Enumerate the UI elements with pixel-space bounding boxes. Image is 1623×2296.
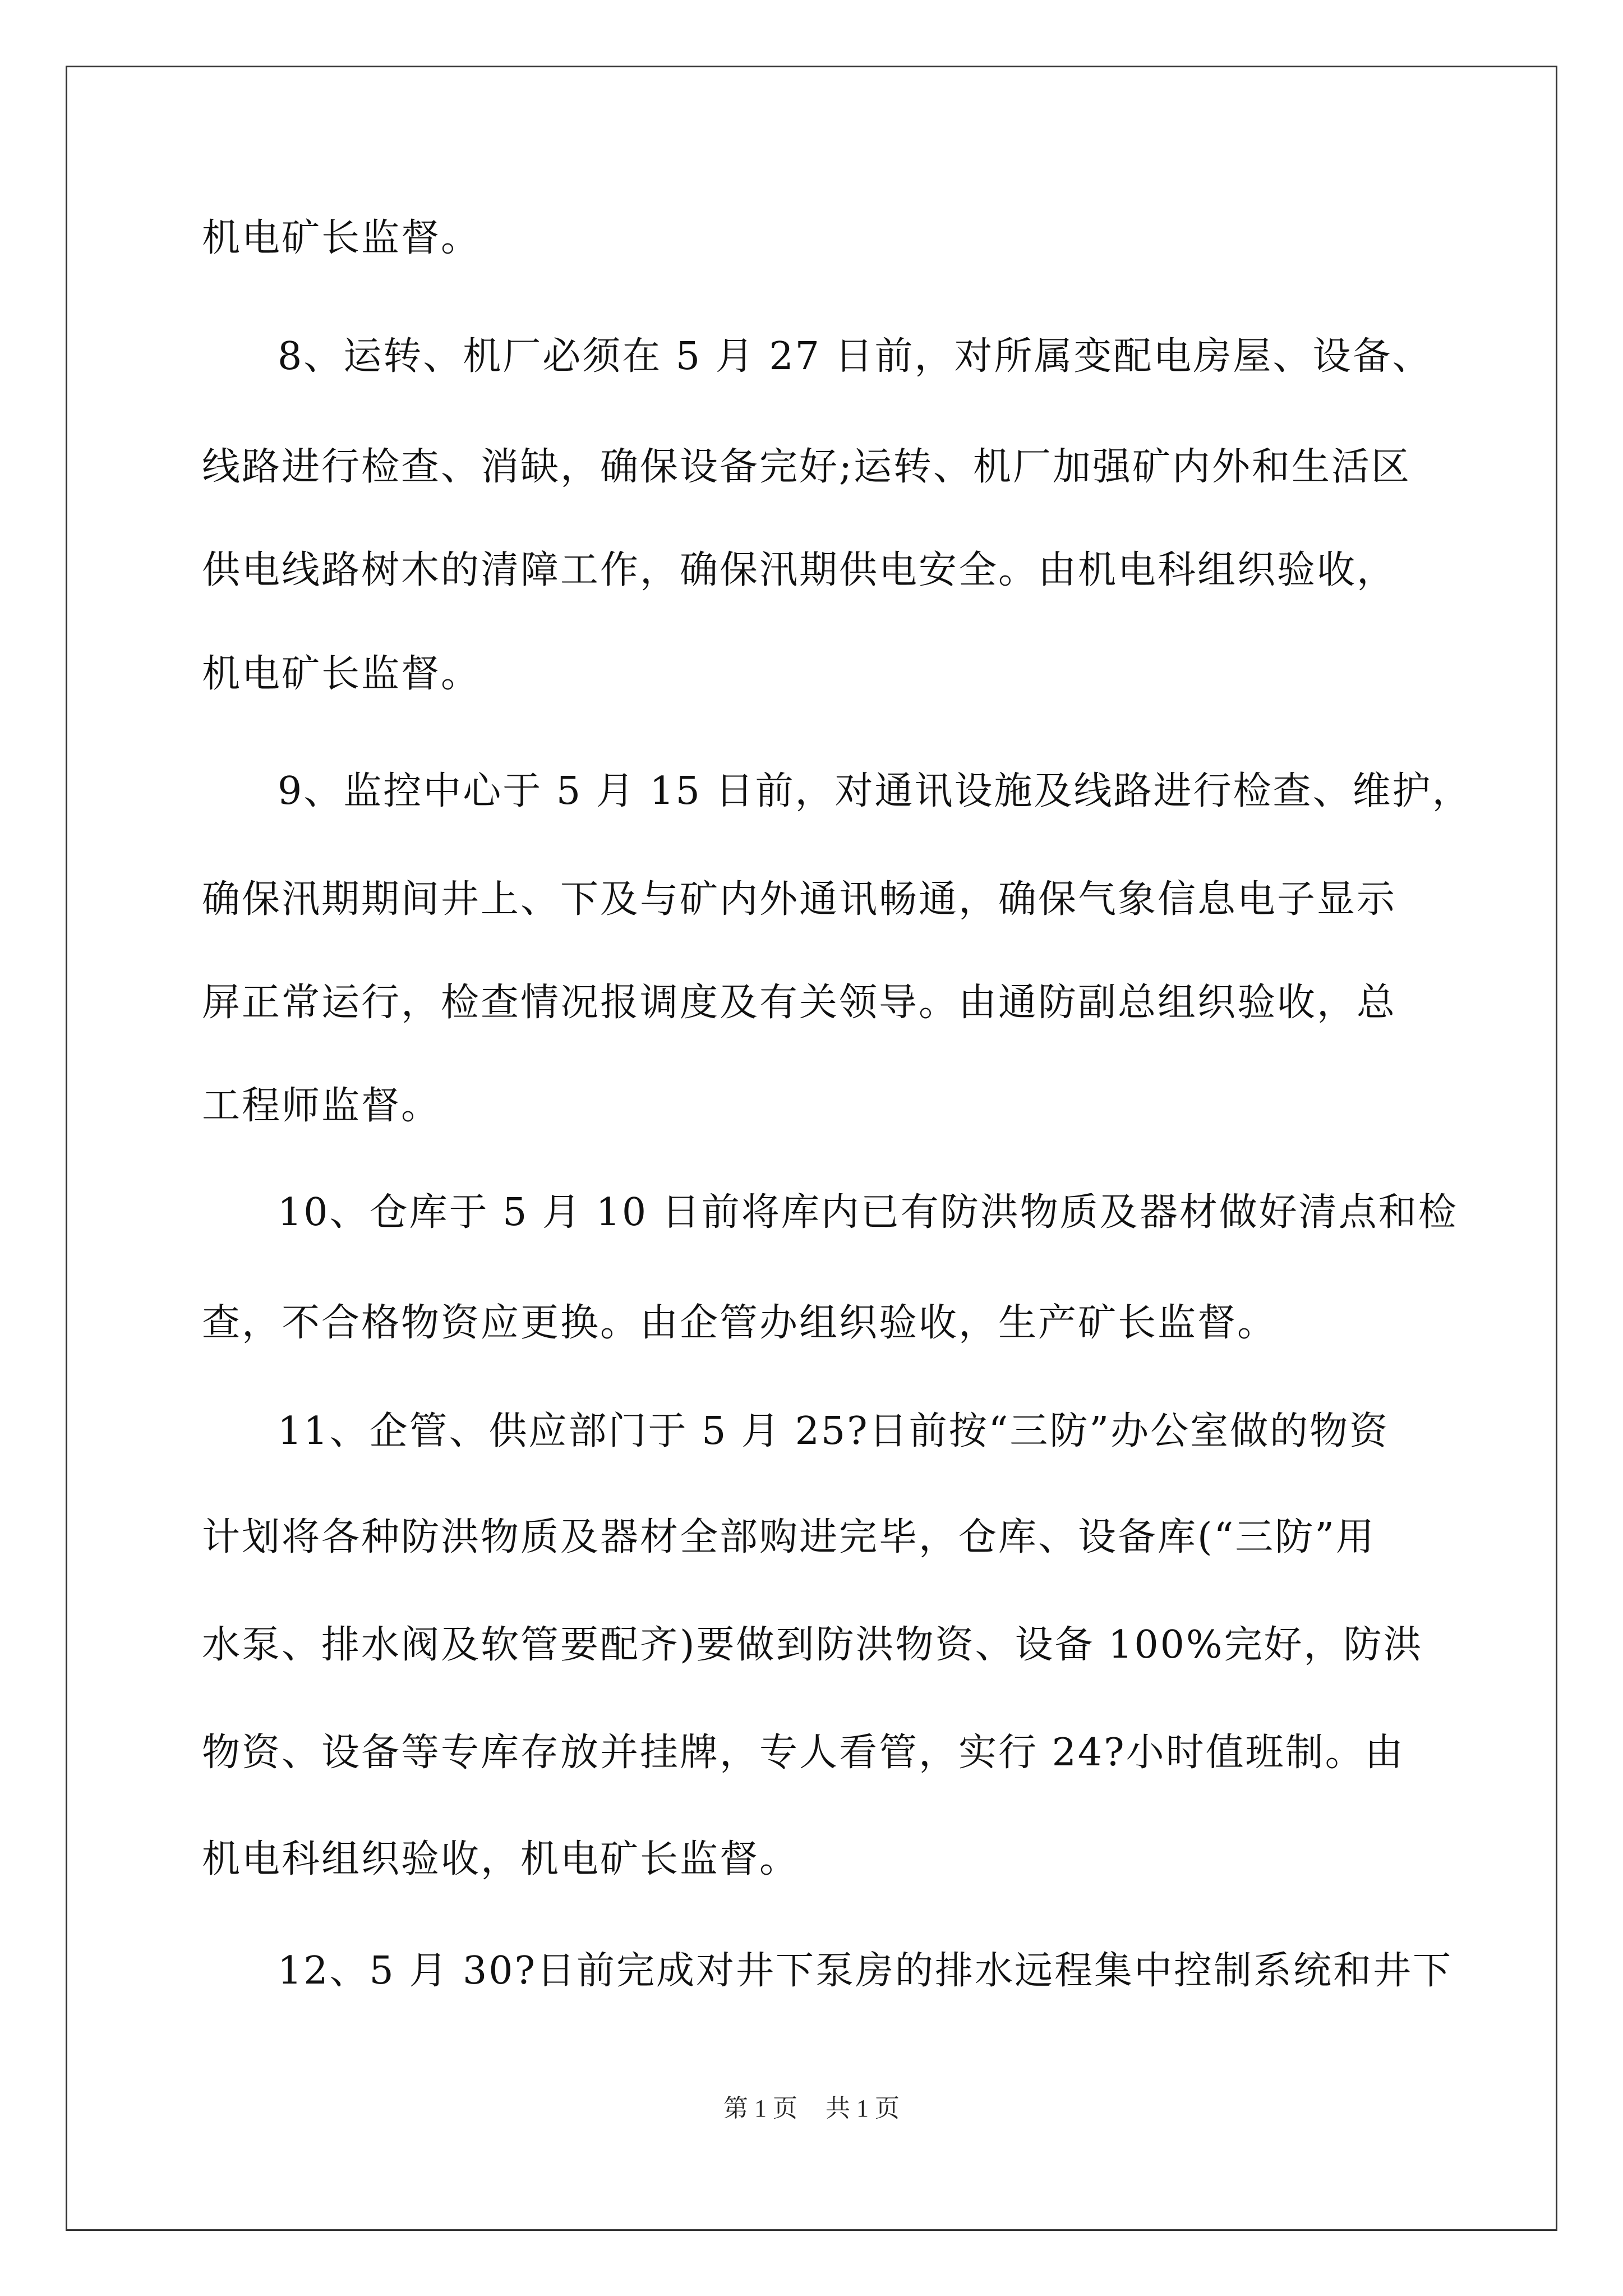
text-line: 计划将各种防洪物质及器材全部购进完毕，仓库、设备库(“三防”用 xyxy=(202,1515,1376,1559)
text-line: 水泵、排水阀及软管要配齐)要做到防洪物资、设备 100%完好，防洪 xyxy=(202,1623,1423,1667)
text-line: 工程师监督。 xyxy=(202,1084,441,1128)
page-number: 第 1 页 xyxy=(723,2095,797,2122)
text-line: 供电线路树木的清障工作，确保汛期供电安全。由机电科组织验收， xyxy=(202,548,1397,592)
text-line: 确保汛期期间井上、下及与矿内外通讯畅通，确保气象信息电子显示 xyxy=(202,877,1397,922)
text-line: 11、企管、供应部门于 5 月 25?日前按“三防”办公室做的物资 xyxy=(278,1409,1390,1453)
text-line: 机电矿长监督。 xyxy=(202,216,481,260)
text-line: 物资、设备等专库存放并挂牌，专人看管，实行 24?小时值班制。由 xyxy=(202,1731,1405,1775)
page-footer xyxy=(0,2088,1623,2124)
text-line: 屏正常运行，检查情况报调度及有关领导。由通防副总组织验收，总 xyxy=(202,981,1397,1025)
text-line: 机电矿长监督。 xyxy=(202,652,481,696)
text-line: 机电科组织验收，机电矿长监督。 xyxy=(202,1837,800,1881)
text-line: 查，不合格物资应更换。由企管办组织验收，生产矿长监督。 xyxy=(202,1301,1278,1345)
page-total: 共 1 页 xyxy=(826,2095,900,2122)
text-line: 12、5 月 30?日前完成对井下泵房的排水远程集中控制系统和井下 xyxy=(278,1949,1453,1993)
text-line: 线路进行检查、消缺，确保设备完好;运转、机厂加强矿内外和生活区 xyxy=(202,445,1411,489)
text-line: 8、运转、机厂必须在 5 月 27 日前，对所属变配电房屋、设备、 xyxy=(278,334,1432,379)
text-line: 10、仓库于 5 月 10 日前将库内已有防洪物质及器材做好清点和检 xyxy=(278,1190,1458,1235)
text-line: 9、监控中心于 5 月 15 日前，对通讯设施及线路进行检查、维护， xyxy=(278,769,1472,813)
